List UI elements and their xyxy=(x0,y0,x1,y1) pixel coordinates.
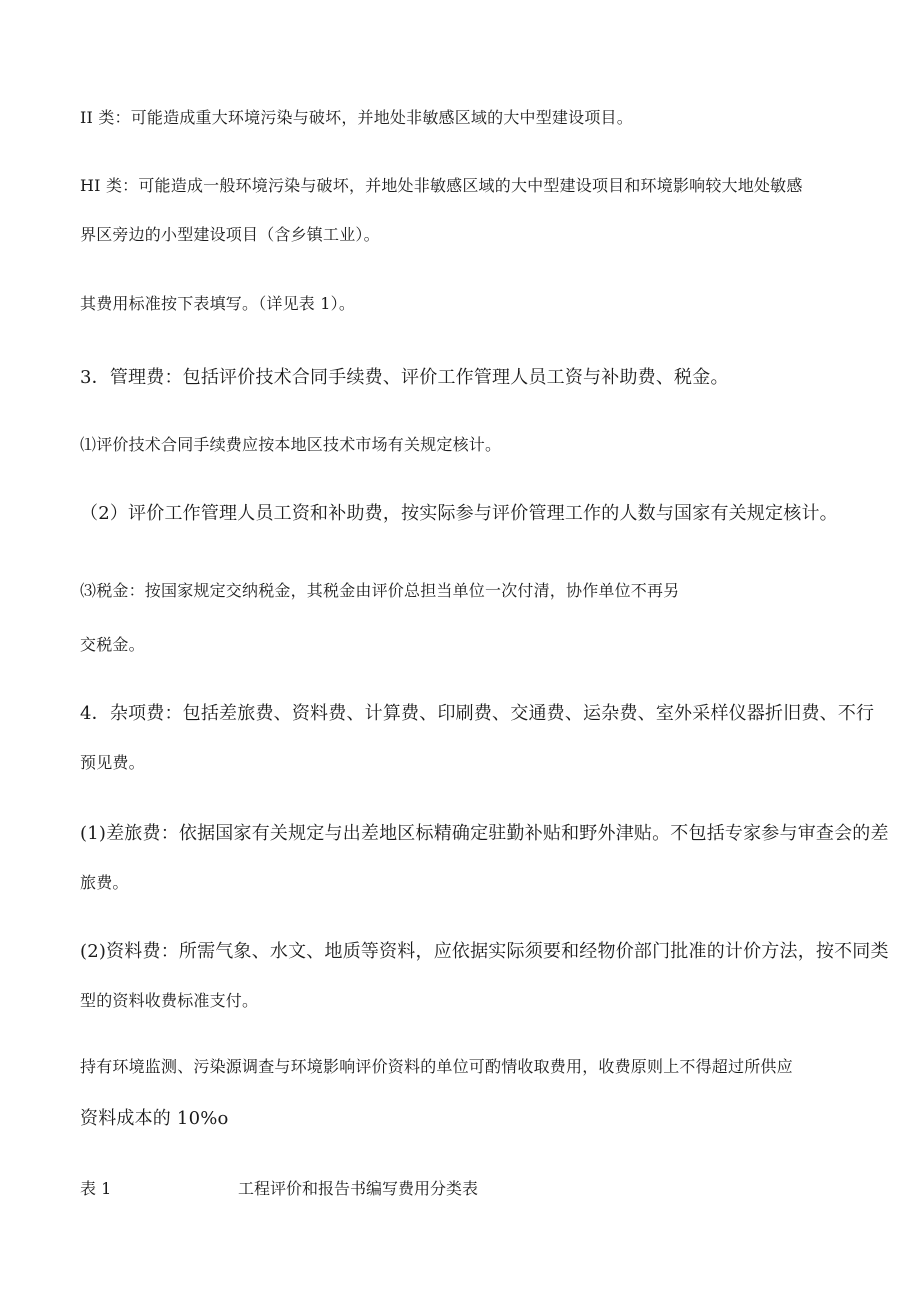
paragraph-fee-standard: 其费用标准按下表填写。（详见表 1）。 xyxy=(80,294,356,313)
paragraph-misc-fee-line-2: 预见费。 xyxy=(80,753,145,772)
paragraph-monitoring-fee-line-2: 资料成本的 10%o xyxy=(80,1108,229,1129)
paragraph-contract-fee: ⑴评价技术合同手续费应按本地区技术市场有关规定核计。 xyxy=(80,435,502,454)
paragraph-monitoring-fee-line-1: 持有环境监测、污染源调查与环境影响评价资料的单位可酌情收取费用，收费原则上不得超过所供应 xyxy=(80,1057,793,1076)
table-label: 表 1 xyxy=(80,1179,112,1198)
paragraph-management-fee: 3．管理费：包括评价技术合同手续费、评价工作管理人员工资与补助费、税金。 xyxy=(80,367,729,388)
paragraph-travel-fee-line-1: (1)差旅费：依据国家有关规定与出差地区标精确定驻勤补贴和野外津贴。不包括专家参与审查会的差 xyxy=(80,823,889,844)
table-title: 工程评价和报告书编写费用分类表 xyxy=(238,1179,479,1198)
paragraph-class-iii-line-2: 界区旁边的小型建设项目（含乡镇工业）。 xyxy=(80,225,380,244)
paragraph-class-ii: II 类：可能造成重大环境污染与破坏，并地处非敏感区域的大中型建设项目。 xyxy=(80,108,633,127)
paragraph-staff-salary: （2）评价工作管理人员工资和补助费，按实际参与评价管理工作的人数与国家有关规定核计。 xyxy=(80,503,838,524)
paragraph-misc-fee-line-1: 4．杂项费：包括差旅费、资料费、计算费、印刷费、交通费、运杂费、室外采样仪器折旧费、不行 xyxy=(80,703,875,724)
paragraph-tax-line-1: ⑶税金：按国家规定交纳税金，其税金由评价总担当单位一次付清，协作单位不再另 xyxy=(80,581,680,600)
paragraph-data-fee-line-2: 型的资料收费标准支付。 xyxy=(80,991,259,1010)
paragraph-travel-fee-line-2: 旅费。 xyxy=(80,873,129,892)
paragraph-data-fee-line-1: (2)资料费：所需气象、水文、地质等资料，应依据实际须要和经物价部门批准的计价方法，按不同类 xyxy=(80,941,889,962)
paragraph-tax-line-2: 交税金。 xyxy=(80,635,145,654)
paragraph-class-iii-line-1: HI 类：可能造成一般环境污染与破坏，并地处非敏感区域的大中型建设项目和环境影响较大地处敏感 xyxy=(80,176,803,195)
